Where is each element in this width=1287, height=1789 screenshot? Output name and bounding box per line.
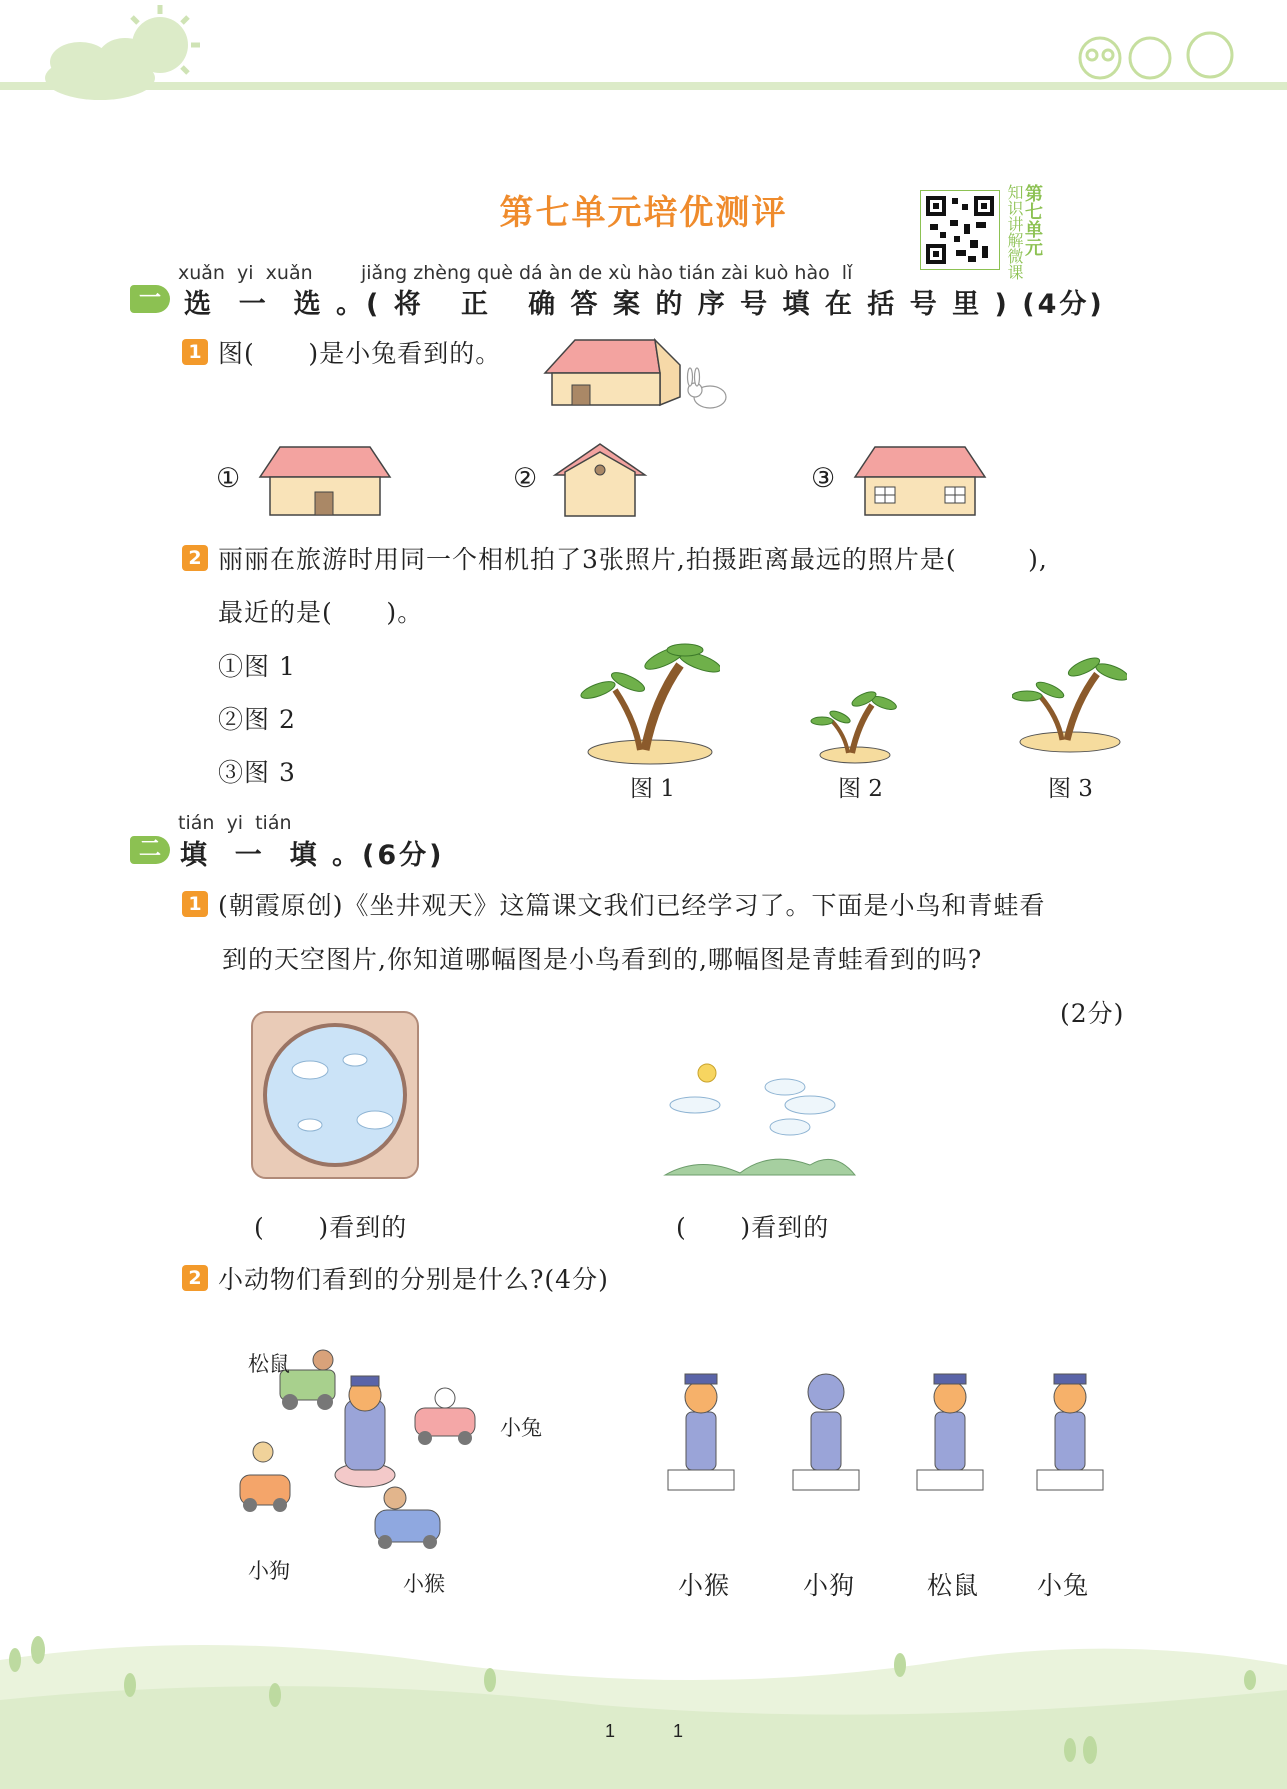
question-number: 1 [182,339,208,365]
answer-option-1: ①图 1 [218,652,296,681]
question-number: 2 [182,1265,208,1291]
answer-label-1: 小猴 [678,1571,731,1600]
answer-option-2: ②图 2 [218,705,296,734]
question-text: 图( )是小兔看到的。 [218,339,502,368]
scene-label-dog: 小狗 [248,1559,290,1583]
section2-pinyin: tián yi tián [178,812,292,834]
answer-label-2: 小狗 [803,1571,856,1600]
option-2-label: ② [513,463,538,494]
monkey-car-icon [375,1487,440,1549]
header-decoration [0,0,1287,120]
section2-badge: 二 [130,836,170,864]
open-sky-image [660,1055,860,1180]
question-text-line2: 最近的是( )。 [218,598,424,627]
qr-code-icon[interactable] [920,190,1000,270]
police-cat-views [660,1352,1110,1492]
question-text-line2: 到的天空图片,你知道哪幅图是小鸟看到的,哪幅图是青蛙看到的吗? [222,945,983,974]
police-cat-right-icon [1037,1374,1103,1490]
question-text-line1: 丽丽在旅游时用同一个相机拍了3张照片,拍摄距离最远的照片是( ), [218,545,1048,574]
house-with-rabbit-image [540,335,730,420]
house-side-view-2 [550,440,650,520]
scene-label-squirrel: 松鼠 [248,1352,290,1376]
qr-label-lesson: 知识讲解微课 [1005,184,1024,280]
page-title: 第七单元培优测评 [499,193,788,233]
palm-tree-photo-1 [580,640,720,765]
option-3-label: ③ [811,463,836,494]
palm-tree-photo-3 [1012,652,1127,754]
answer-label-3: 松鼠 [927,1571,980,1600]
question-text-line1: (朝霞原创)《坐井观天》这篇课文我们已经学习了。下面是小鸟和青蛙看 [218,891,1046,920]
option-1-label: ① [216,463,241,494]
house-back-view-3 [850,442,990,517]
animal-faces-icon [1080,33,1232,78]
house-icon [545,340,680,405]
scene-label-rabbit: 小兔 [500,1416,542,1440]
header-divider [0,82,1287,90]
scene-label-monkey: 小猴 [403,1572,445,1596]
photo-caption-1: 图 1 [630,776,675,802]
photo-caption-2: 图 2 [838,776,883,802]
footer-hills [0,1620,1287,1789]
answer-label-4: 小兔 [1037,1571,1090,1600]
police-cat-front-icon [668,1374,734,1490]
answer-blank-right: ( )看到的 [676,1213,830,1242]
photo-caption-3: 图 3 [1048,776,1093,802]
section1-badge: 一 [130,285,170,313]
question-text: 小动物们看到的分别是什么?(4分) [218,1265,609,1294]
question-number: 2 [182,545,208,571]
police-cat-icon [335,1376,395,1487]
section1-heading: 选 一 选 。( 将 正 确 答 案 的 序 号 填 在 括 号 里 ) (4分) [184,289,1105,320]
page-number-left: 1 [605,1721,616,1741]
answer-option-3: ③图 3 [218,758,296,787]
section1-pinyin: xuǎn yi xuǎn jiǎng zhèng què dá àn de xù hào tián zài kuò hào lǐ [178,262,853,284]
question-number: 1 [182,891,208,917]
answer-blank-left: ( )看到的 [254,1213,408,1242]
section2-heading: 填 一 填 。(6分) [180,840,445,871]
police-cat-back-icon [793,1374,859,1490]
police-cat-left-icon [917,1374,983,1490]
palm-tree-photo-2 [810,685,900,765]
rabbit-icon [688,368,727,408]
well-sky-image [250,1010,420,1180]
house-front-view-1 [255,442,395,517]
dog-car-icon [240,1442,290,1512]
rabbit-car-icon [415,1388,475,1445]
cloud-icon [45,38,155,100]
question-score: (2分) [1060,999,1125,1028]
qr-label-unit: 第七单元 [1022,184,1043,256]
page-number-right: 1 [673,1721,684,1741]
